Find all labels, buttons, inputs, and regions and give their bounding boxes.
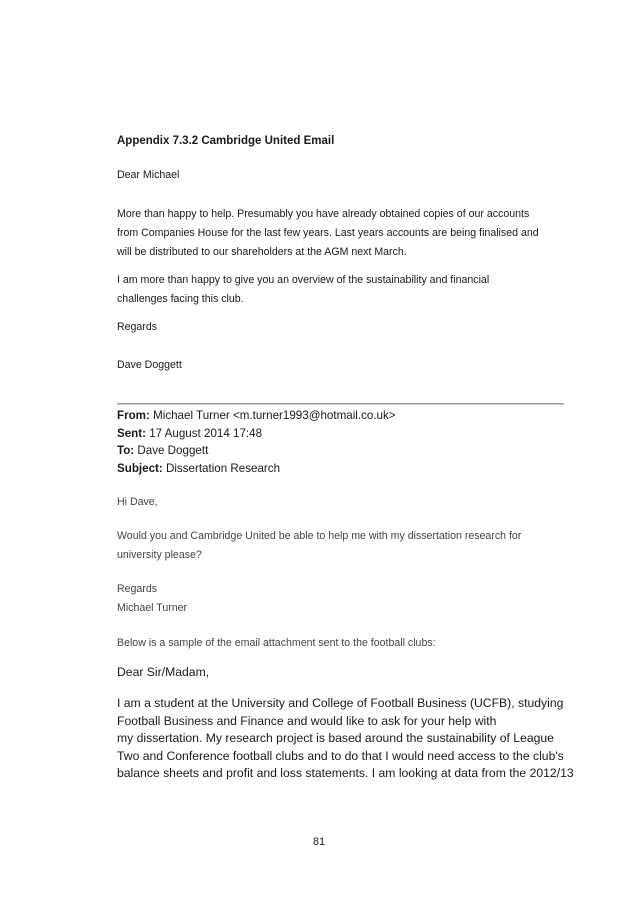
- original-signoff-block: [117, 580, 567, 618]
- reply-paragraph-2: [117, 271, 567, 309]
- reply-paragraph-1: [117, 205, 567, 262]
- to-line: [117, 442, 567, 460]
- appendix-heading: Appendix 7.3.2 Cambridge United Email: [117, 135, 335, 147]
- original-body-line: Would you and Cambridge United be able to help me with my dissertation research for: [117, 530, 522, 542]
- subject-line: [117, 460, 567, 478]
- header-divider: [117, 403, 564, 405]
- from-value: Michael Turner <m.turner1993@hotmail.co.uk>: [149, 409, 396, 422]
- attachment-salutation: Dear Sir/Madam,: [117, 665, 210, 679]
- attachment-body-line: my dissertation. My research project is based around the sustainability of League: [117, 731, 554, 746]
- from-line: [117, 407, 567, 425]
- reply-paragraph-1-line: will be distributed to our shareholders at the AGM next March.: [117, 246, 407, 258]
- reply-paragraph-2-line: I am more than happy to give you an overview of the sustainability and financial: [117, 274, 490, 286]
- attachment-body-line: Football Business and Finance and would like to ask for your help with: [117, 713, 497, 728]
- page-number: 81: [312, 836, 326, 848]
- reply-paragraph-2-line: challenges facing this club.: [117, 293, 244, 305]
- original-body-line: university please?: [117, 549, 202, 561]
- subject-value: Dissertation Research: [162, 461, 281, 475]
- attachment-body: [117, 695, 574, 783]
- to-label: To:: [117, 444, 135, 457]
- original-greeting: Hi Dave,: [117, 496, 158, 508]
- attachment-body-line: balance sheets and profit and loss statements. I am looking at data from the 2012/13: [117, 766, 574, 781]
- reply-greeting: Dear Michael: [117, 169, 180, 181]
- to-value: Dave Doggett: [134, 444, 209, 457]
- reply-signature: Dave Doggett: [117, 359, 182, 371]
- attachment-body-line: I am a student at the University and College of Football Business (UCFB), studying: [117, 696, 564, 710]
- reply-signoff: Regards: [117, 321, 158, 333]
- attachment-note: Below is a sample of the email attachment sent to the football clubs:: [117, 637, 436, 649]
- sent-line: [117, 425, 567, 443]
- reply-paragraph-1-line: More than happy to help. Presumably you have already obtained copies of our accounts: [117, 208, 530, 220]
- reply-paragraph-1-line: from Companies House for the last few years. Last years accounts are being finalised and: [117, 227, 539, 239]
- original-signoff: Regards: [117, 583, 158, 595]
- subject-label: Subject:: [117, 461, 163, 475]
- original-body: [117, 527, 567, 565]
- attachment-body-line: Two and Conference football clubs and to do that I would need access to the club's: [117, 748, 564, 763]
- from-label: From:: [117, 409, 150, 422]
- original-signature: Michael Turner: [117, 602, 188, 614]
- sent-value: 17 August 2014 17:48: [145, 426, 263, 440]
- email-header: [117, 407, 567, 477]
- sent-label: Sent:: [117, 426, 146, 440]
